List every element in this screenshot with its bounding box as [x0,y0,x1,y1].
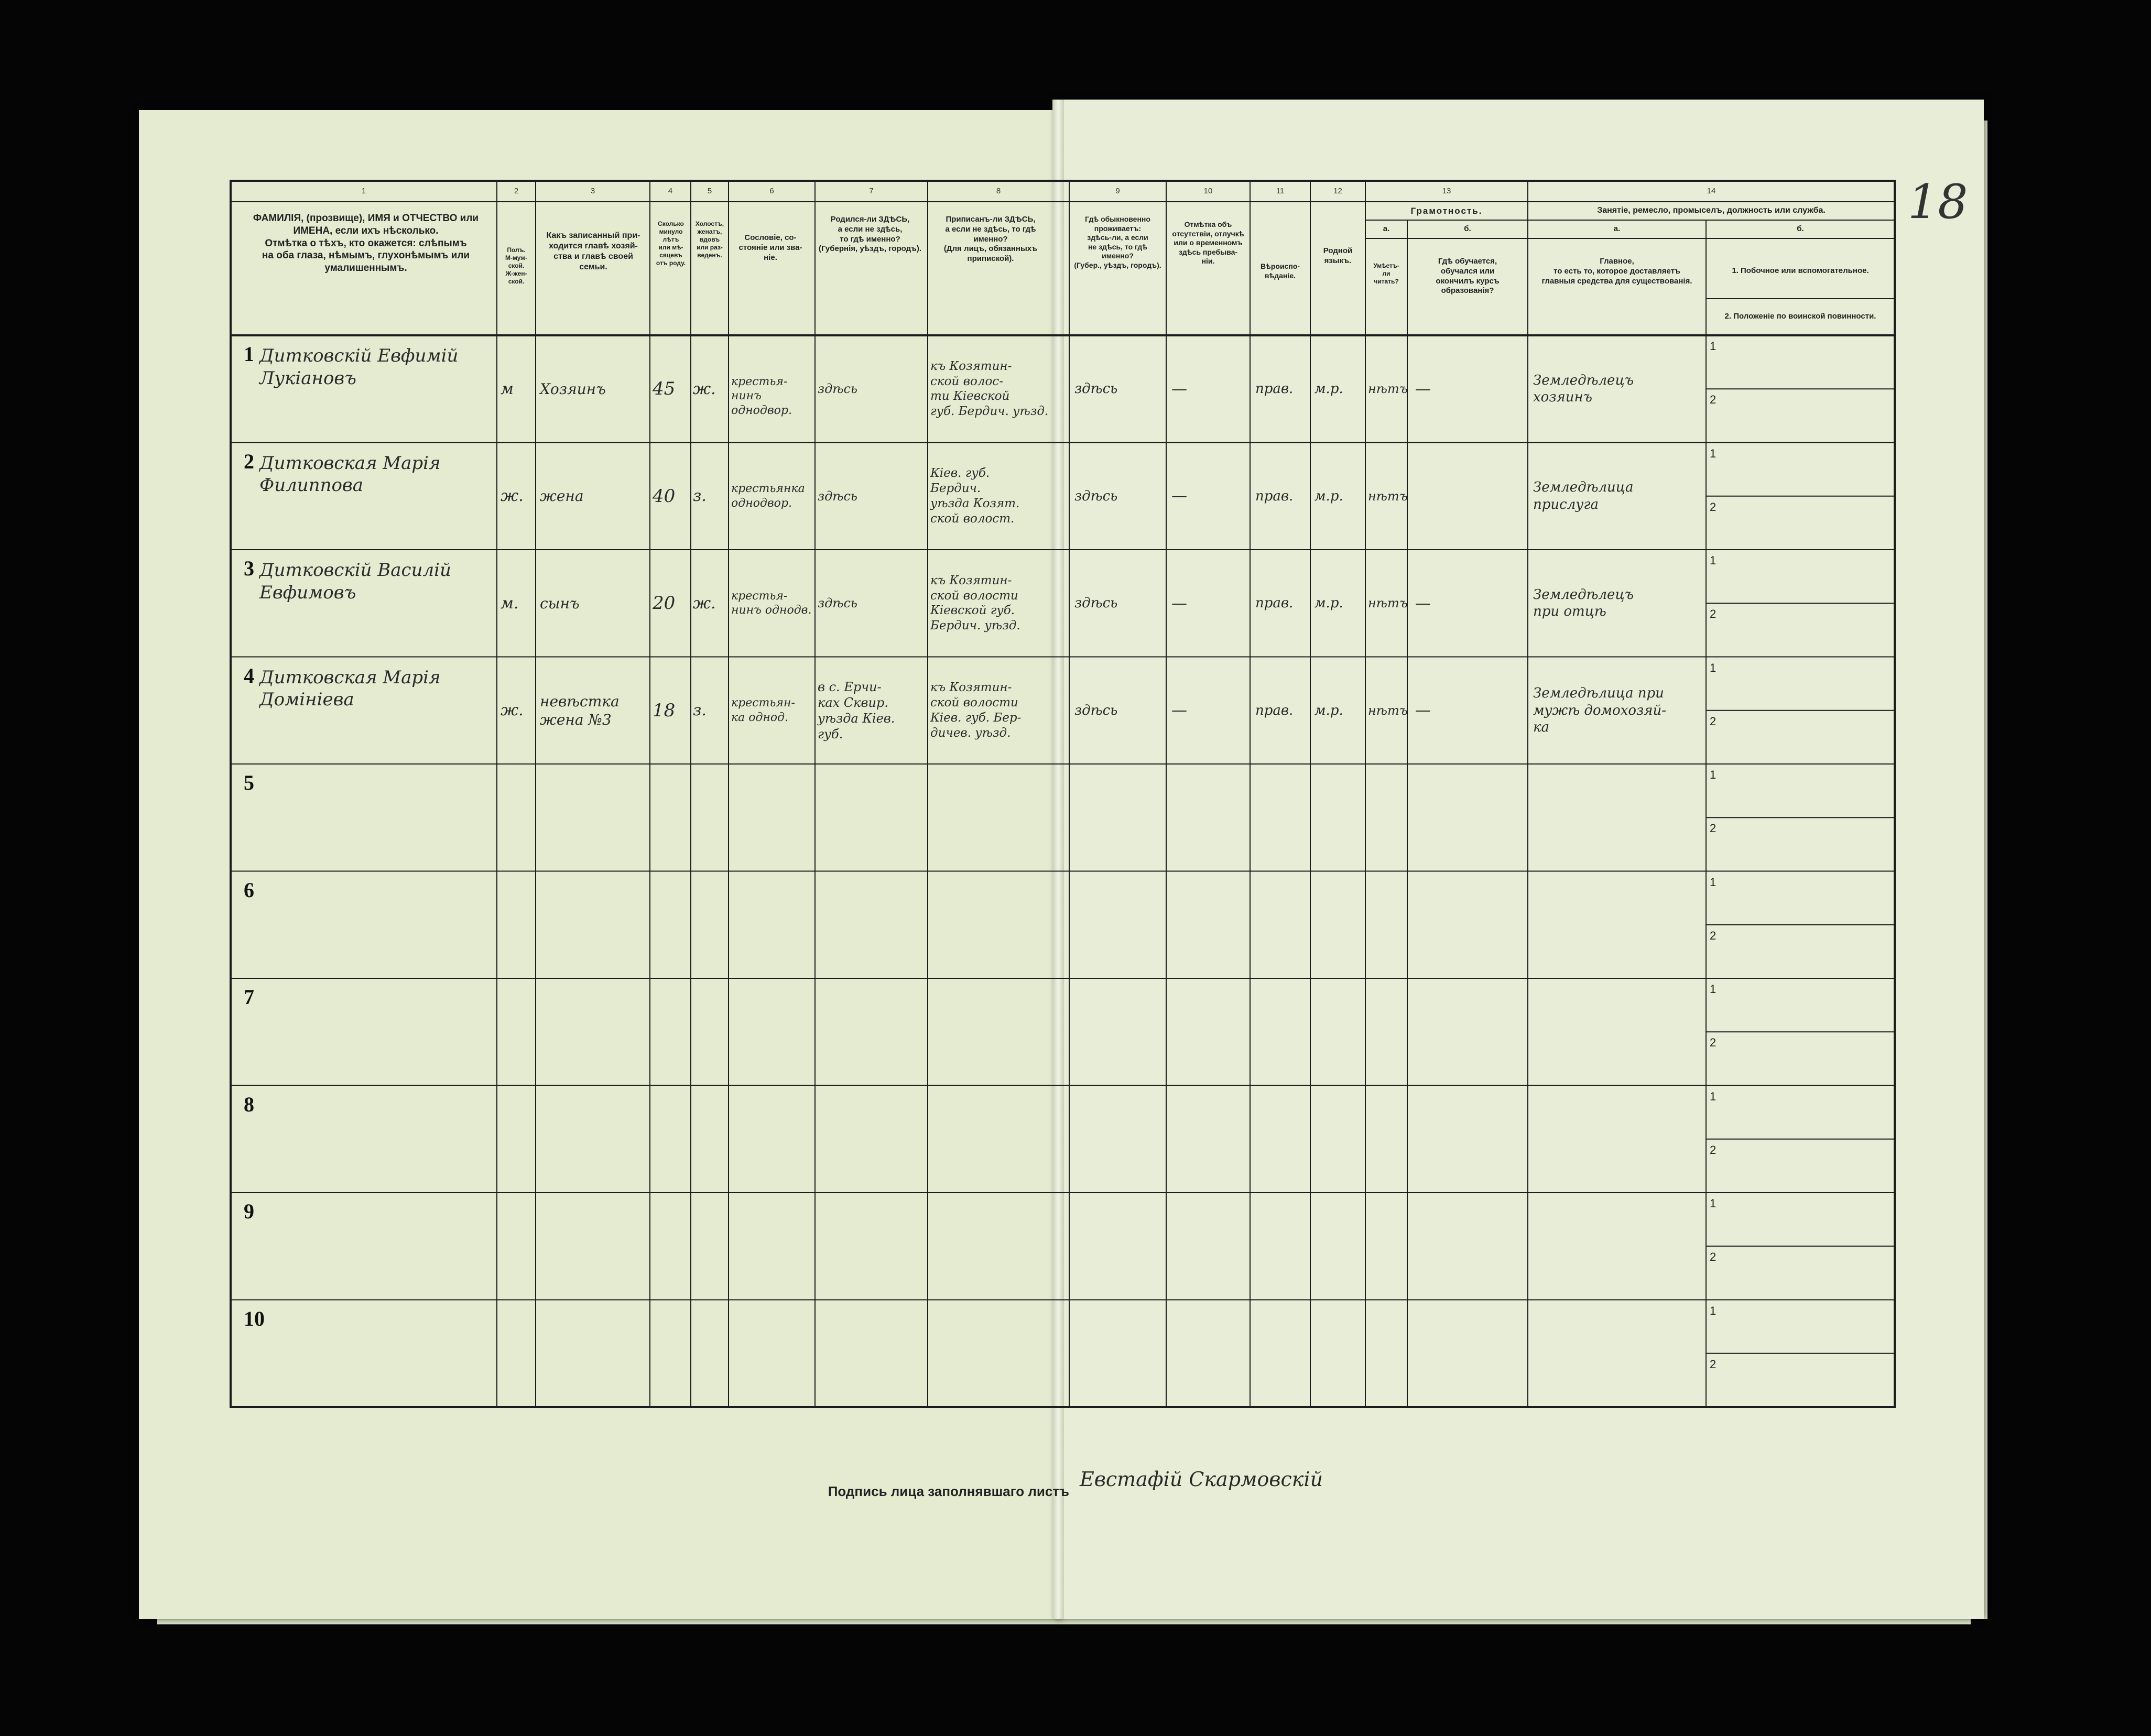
registration-value: къ Козятин- ской волости Кіев. губ. Бер- дичев. уѣзд. [930,681,1022,740]
education-value: — [1415,701,1431,719]
age-value: 40 [653,485,676,507]
sex-value: ж. [501,701,524,719]
sub-label: 2 [1710,607,1717,621]
estate-value: крестьян- ка однод. [731,696,795,724]
education-value: — [1415,594,1431,613]
sub-label: 1 [1710,1089,1717,1103]
header-surname-name: ФАМИЛІЯ, (прозвище), ИМЯ и ОТЧЕСТВО или ИМЕНА, если ихъ нѣсколько. Отмѣтка о тѣхъ, кто окажется: слѣпымъ на оба глаза, нѣмымъ, глухонѣмымъ или умалишеннымъ. [253,213,479,274]
literacy-value: нѣтъ [1368,488,1408,504]
person-name: Дитковскій Василій Евфимовъ [259,560,451,603]
header-religion: Вѣроиспо- вѣданіе. [1260,262,1300,280]
age-value: 45 [653,378,676,399]
sub-label: 1 [1710,768,1717,781]
header-birthplace: Родился-ли ЗДѢСЬ, а если не здѣсь, то гдѣ именно? (Губернія, уѣздъ, городъ). [818,215,922,254]
column-number: 11 [1276,187,1285,195]
row-number: 9 [244,1199,254,1223]
sex-value: м [501,379,514,398]
header-occupation-b-letter: б. [1797,224,1804,233]
sub-label: 2 [1710,929,1717,942]
relation-value: жена [540,487,584,505]
sub-label: 2 [1710,500,1717,514]
occupation-value: Земледѣлецъ при отцѣ [1533,586,1634,620]
religion-value: прав. [1255,702,1294,718]
column-number: 13 [1442,187,1451,195]
sub-label: 1 [1710,1197,1717,1210]
relation-value: сынъ [540,594,580,612]
header-registration: Приписанъ-ли ЗДѢСЬ, а если не здѣсь, то гдѣ именно? (Для лицъ, обязанныхъ припиской). [943,215,1038,263]
language-value: м.р. [1314,595,1343,611]
column-number: 8 [996,187,1001,195]
column-number: 2 [514,187,519,195]
sub-label: 1 [1710,982,1717,996]
literacy-value: нѣтъ [1368,381,1408,397]
column-number: 4 [668,187,673,195]
header-literacy-b-letter: б. [1464,224,1471,233]
marital-status-value: з. [693,701,707,719]
header-main-occupation: Главное, то есть то, которое доставляетъ главныя средства для существованія. [1541,257,1692,286]
sub-label: 2 [1710,393,1717,407]
sub-label: 2 [1710,1357,1717,1371]
row-number: 10 [244,1306,265,1330]
sub-label: 2 [1710,714,1717,728]
sub-label: 1 [1710,1304,1717,1317]
language-value: м.р. [1314,702,1343,718]
header-literacy-a-letter: а. [1383,224,1390,233]
person-name: Дитковскій Евфимій Лукіановъ [259,345,459,389]
sex-value: ж. [501,487,524,505]
age-value: 18 [653,700,676,721]
signature: Евстафій Скармовскій [1080,1468,1323,1491]
header-age: Сколько минуло лѣтъ или мѣ- сяцевъ отъ роду. [656,220,686,267]
birthplace-value: в с. Ерчи- ках Сквир. уѣзда Кіев. губ. [818,679,895,741]
header-occupation: Занятіе, ремесло, промыселъ, должность или служба. [1597,206,1826,215]
sex-value: м. [501,594,519,613]
header-can-read: Умѣетъ- ли читать? [1373,262,1399,285]
header-sex: Полъ. М-муж- ской. Ж-жен- ской. [505,246,528,285]
column-number: 14 [1707,187,1716,195]
header-estate: Сословіе, со- стояніе или зва- ніе. [738,233,802,262]
header-marital: Холостъ, женатъ, вдовъ или раз- веденъ. [695,220,724,259]
sub-label: 2 [1710,1143,1717,1156]
absence-value: — [1171,594,1187,613]
row-number: 6 [244,878,254,902]
relation-value: невѣстка жена №3 [540,692,620,728]
sub-label: 1 [1710,875,1717,889]
column-number: 3 [590,187,595,195]
signature-label: Подпись лица заполнявшаго листъ [828,1483,1069,1499]
birthplace-value: здѣсь [818,488,857,504]
header-literacy: Грамотность. [1410,206,1483,216]
sub-label: 1 [1710,340,1717,353]
sub-label: 1 [1710,661,1717,674]
registration-value: къ Козятин- ской волости Кіевской губ. Бердич. уѣзд. [930,573,1020,632]
religion-value: прав. [1255,381,1294,397]
sheet-number: 18 [1908,174,1968,230]
row-number: 5 [244,771,254,794]
column-number: 9 [1115,187,1120,195]
estate-value: крестьянка однодвор. [731,482,805,510]
sub-label: 2 [1710,1250,1717,1264]
row-number: 4 [244,663,254,687]
residence-value: здѣсь [1074,595,1118,611]
column-number: 10 [1203,187,1213,195]
header-native-language: Родной языкъ. [1323,246,1353,265]
birthplace-value: здѣсь [818,596,857,611]
person-name: Дитковская Марія Филиппова [259,452,441,496]
sub-label: 1 [1710,446,1717,460]
sub-label: 2 [1710,822,1717,835]
registration-value: Кіев. губ. Бердич. уѣзда Козят. ской волост. [930,466,1020,526]
column-number: 12 [1333,187,1342,195]
absence-value: — [1171,701,1187,719]
marital-status-value: ж. [693,379,716,398]
column-number: 1 [361,187,366,195]
header-occupation-a-letter: а. [1613,224,1621,233]
row-number: 3 [244,556,254,580]
occupation-value: Земледѣлица при мужѣ домохозяй- ка [1533,685,1666,735]
row-number: 7 [244,985,254,1009]
religion-value: прав. [1255,595,1294,611]
person-name: Дитковская Марія Домініева [259,667,441,710]
absence-value: — [1171,487,1187,505]
residence-value: здѣсь [1074,702,1118,718]
marital-status-value: ж. [693,594,716,613]
residence-value: здѣсь [1074,488,1118,504]
occupation-value: Земледѣлецъ хозяинъ [1533,372,1634,406]
header-military-status: 2. Положеніе по воинской повинности. [1724,312,1876,321]
marital-status-value: з. [693,487,707,505]
header-residence: Гдѣ обыкновенно проживаетъ: здѣсь-ли, а если не здѣсь, то гдѣ именно? (Губер., уѣздъ, городъ). [1074,215,1161,269]
religion-value: прав. [1255,488,1294,504]
occupation-value: Земледѣлица прислуга [1533,479,1634,512]
sub-label: 2 [1710,1036,1717,1050]
literacy-value: нѣтъ [1368,596,1408,611]
birthplace-value: здѣсь [818,381,857,397]
header-secondary-occupation: 1. Побочное или вспомогательное. [1732,266,1869,275]
header-education: Гдѣ обучается, обучался или окончилъ курсъ образованія? [1436,257,1500,296]
registration-value: къ Козятин- ской волос- ти Кіевской губ. Бердич. уѣзд. [930,359,1049,418]
column-number: 5 [707,187,712,195]
estate-value: крестья- нинъ однодв. [731,589,812,617]
row-number: 8 [244,1092,254,1116]
language-value: м.р. [1314,488,1343,504]
row-number: 2 [244,449,254,473]
education-value: — [1415,379,1431,398]
sub-label: 1 [1710,554,1717,567]
absence-value: — [1171,379,1187,398]
language-value: м.р. [1314,381,1343,397]
relation-value: Хозяинъ [540,380,606,398]
row-number: 1 [244,342,254,366]
estate-value: крестья- нинъ однодвор. [731,375,792,417]
header-absence: Отмѣтка объ отсутствіи, отлучкѣ или о временномъ здѣсь пребыва- ніи. [1172,220,1244,265]
column-number: 6 [769,187,774,195]
age-value: 20 [653,593,676,614]
residence-value: здѣсь [1074,381,1118,397]
literacy-value: нѣтъ [1368,703,1408,718]
column-number: 7 [869,187,874,195]
header-relation: Какъ записанный при- ходится главѣ хозяй- ства и главѣ своей семьи. [546,231,640,271]
